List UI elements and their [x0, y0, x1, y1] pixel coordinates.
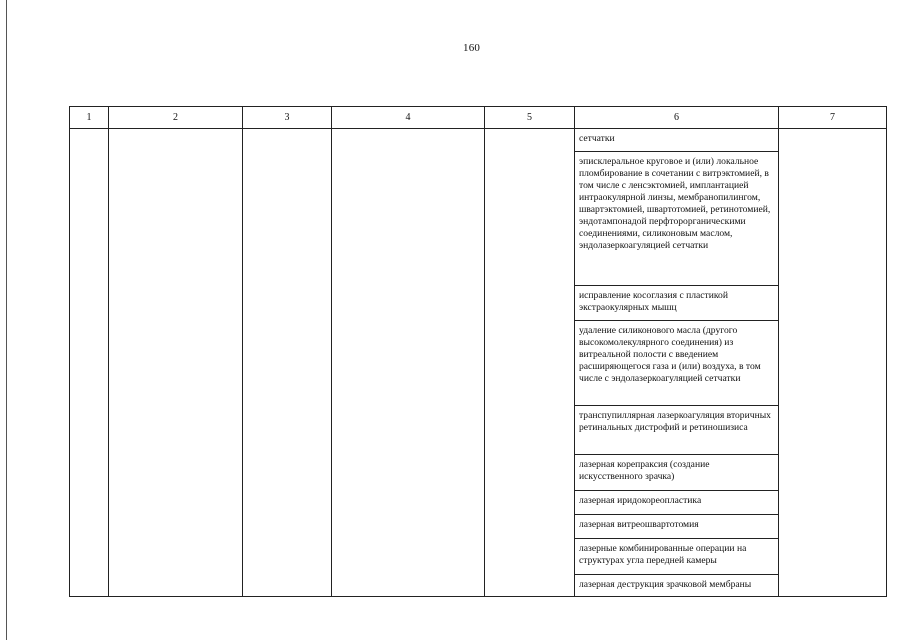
procedures-table — [69, 106, 887, 597]
cell-col-3 — [243, 129, 332, 597]
operation-item: лазерные комбинированные операции на структурах угла передней камеры — [575, 539, 778, 575]
header-row — [70, 107, 887, 129]
col-header-2: 2 — [109, 107, 243, 129]
operation-item: лазерная корепраксия (создание искусственного зрачка) — [575, 455, 778, 491]
cell-col-7 — [779, 129, 887, 597]
col-header-3: 3 — [243, 107, 332, 129]
operations-list — [575, 129, 778, 596]
cell-col-6 — [575, 129, 779, 597]
col-header-5: 5 — [485, 107, 575, 129]
col-header-1: 1 — [70, 107, 109, 129]
cell-col-5 — [485, 129, 575, 597]
operation-item: удаление силиконового масла (другого высокомолекулярного соединения) из витреальной полости с введением расширяющегося газа и (или) воздуха, в том числе с эндолазеркоагуляцией сетчатки — [575, 321, 778, 406]
col-header-7: 7 — [779, 107, 887, 129]
operation-item: лазерная витреошвартотомия — [575, 515, 778, 539]
table-row — [70, 129, 887, 597]
operation-item: лазерная деструкция зрачковой мембраны — [579, 579, 752, 590]
operation-item: транспупиллярная лазеркоагуляция вторичных ретинальных дистрофий и ретиношизиса — [575, 406, 778, 455]
page-number: 160 — [463, 42, 481, 54]
page-edge-line — [6, 0, 7, 640]
cell-col-1 — [70, 129, 109, 597]
operation-item: лазерная иридокореопластика — [575, 491, 778, 515]
cell-col-4 — [332, 129, 485, 597]
operation-item: исправление косоглазия с пластикой экстраокулярных мышц — [575, 286, 778, 321]
operation-item: эписклеральное круговое и (или) локальное пломбирование в сочетании с витрэктомией, в том числе с ленсэктомией, имплантацией интраокулярной линзы, мембранопилингом, швартэктомией, швартотомией, ретинотомией, эндотампонадой перфторорганическими соединениями, силиконовым маслом, эндолазеркоагуляцией сетчатки — [575, 152, 778, 286]
operation-item: сетчатки — [575, 129, 778, 152]
col-header-4: 4 — [332, 107, 485, 129]
col-header-6: 6 — [575, 107, 779, 129]
cell-col-2 — [109, 129, 243, 597]
